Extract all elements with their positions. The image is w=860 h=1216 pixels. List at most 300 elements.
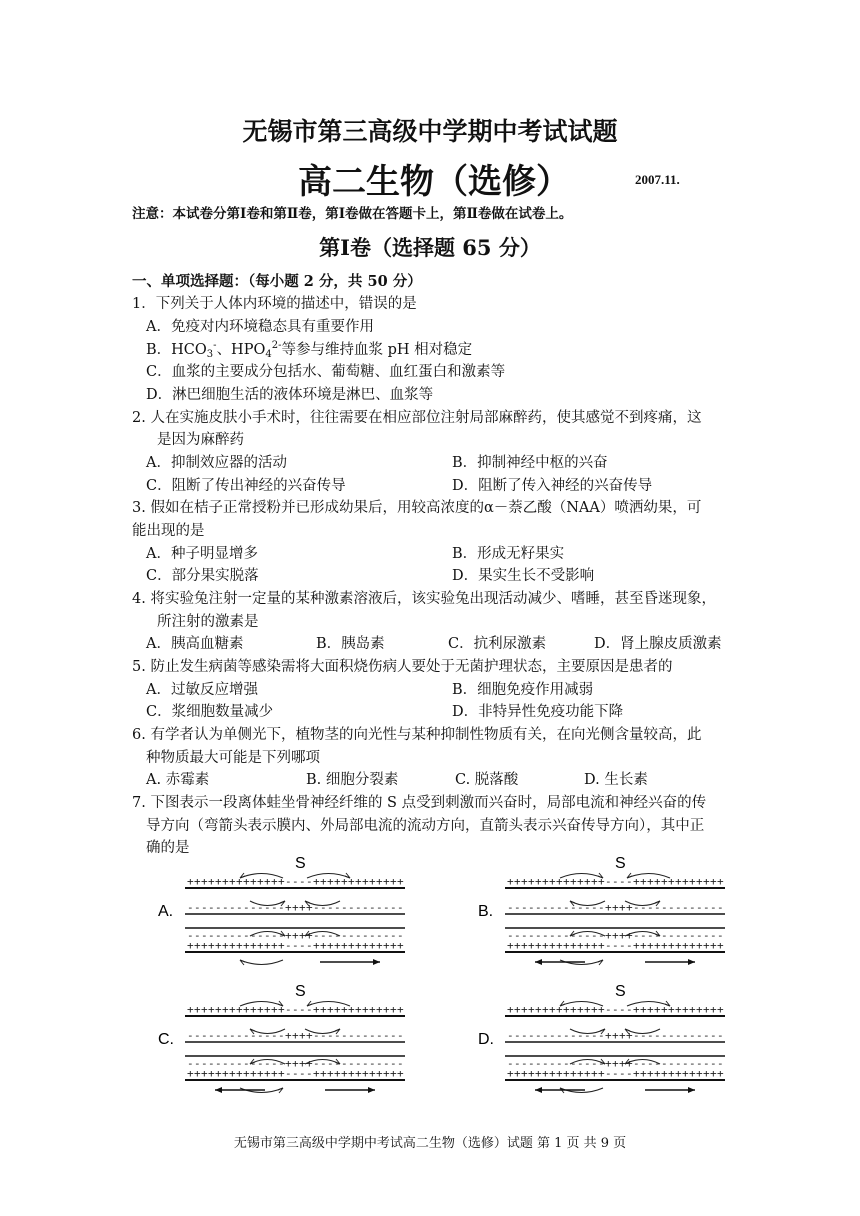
svg-text:+: + — [320, 875, 327, 888]
svg-text:-: - — [390, 929, 397, 942]
svg-text:+: + — [563, 1067, 570, 1080]
svg-text:-: - — [299, 939, 306, 952]
svg-text:-: - — [654, 929, 661, 942]
svg-text:+: + — [376, 1067, 383, 1080]
svg-text:-: - — [383, 929, 390, 942]
section-title: 第Ⅰ卷（选择题 65 分） — [319, 235, 541, 260]
svg-text:+: + — [334, 1003, 341, 1016]
svg-text:-: - — [187, 929, 194, 942]
svg-text:+: + — [264, 939, 271, 952]
svg-text:-: - — [257, 901, 264, 914]
svg-text:-: - — [521, 901, 528, 914]
svg-text:-: - — [654, 1057, 661, 1070]
q4-option-a: A．胰高血糖素 — [146, 636, 244, 652]
svg-text:-: - — [320, 1057, 327, 1070]
svg-text:-: - — [556, 901, 563, 914]
svg-text:+: + — [397, 1003, 404, 1016]
svg-text:+: + — [619, 929, 626, 942]
svg-text:-: - — [668, 901, 675, 914]
svg-text:+: + — [194, 875, 201, 888]
svg-text:+: + — [341, 1003, 348, 1016]
svg-text:+: + — [682, 939, 689, 952]
svg-text:+: + — [591, 1067, 598, 1080]
notice: 注意：本试卷分第Ⅰ卷和第Ⅱ卷，第Ⅰ卷做在答题卡上，第Ⅱ卷做在试卷上。 — [132, 206, 573, 222]
svg-text:-: - — [271, 901, 278, 914]
svg-text:+: + — [605, 901, 612, 914]
q5-option-c: C．浆细胞数量减少 — [146, 704, 274, 720]
svg-text:-: - — [563, 1057, 570, 1070]
svg-text:-: - — [320, 901, 327, 914]
svg-text:+: + — [549, 939, 556, 952]
q5-option-a: A．过敏反应增强 — [146, 682, 258, 698]
svg-text:+: + — [243, 875, 250, 888]
svg-text:+: + — [397, 1067, 404, 1080]
svg-text:-: - — [208, 901, 215, 914]
svg-text:+: + — [696, 939, 703, 952]
svg-text:-: - — [292, 875, 299, 888]
svg-text:-: - — [327, 929, 334, 942]
svg-text:-: - — [577, 901, 584, 914]
svg-text:+: + — [619, 1029, 626, 1042]
svg-text:+: + — [236, 939, 243, 952]
svg-text:+: + — [682, 875, 689, 888]
q6-option-b: B. 细胞分裂素 — [306, 772, 399, 788]
q5-option-b: B．细胞免疫作用减弱 — [452, 682, 594, 698]
svg-text:-: - — [264, 901, 271, 914]
svg-text:+: + — [549, 1067, 556, 1080]
svg-text:-: - — [243, 929, 250, 942]
svg-text:-: - — [397, 929, 404, 942]
svg-text:+: + — [633, 875, 640, 888]
svg-text:-: - — [710, 901, 717, 914]
svg-text:-: - — [208, 929, 215, 942]
svg-text:+: + — [528, 1067, 535, 1080]
svg-text:-: - — [577, 1057, 584, 1070]
svg-text:+: + — [299, 1057, 306, 1070]
svg-text:+: + — [668, 1067, 675, 1080]
svg-text:+: + — [507, 875, 514, 888]
svg-text:+: + — [348, 875, 355, 888]
svg-text:-: - — [334, 901, 341, 914]
svg-text:-: - — [215, 1029, 222, 1042]
svg-text:+: + — [243, 1067, 250, 1080]
svg-text:+: + — [264, 1003, 271, 1016]
svg-text:+: + — [383, 1067, 390, 1080]
svg-text:-: - — [320, 1029, 327, 1042]
svg-text:-: - — [535, 1029, 542, 1042]
svg-text:-: - — [682, 929, 689, 942]
svg-text:-: - — [514, 929, 521, 942]
svg-text:+: + — [369, 1003, 376, 1016]
svg-text:-: - — [257, 929, 264, 942]
svg-text:+: + — [591, 1003, 598, 1016]
svg-text:-: - — [696, 1057, 703, 1070]
svg-text:+: + — [355, 1003, 362, 1016]
svg-text:+: + — [355, 939, 362, 952]
svg-text:-: - — [619, 939, 626, 952]
svg-text:-: - — [348, 901, 355, 914]
svg-text:+: + — [563, 875, 570, 888]
svg-text:-: - — [507, 929, 514, 942]
svg-text:+: + — [668, 1003, 675, 1016]
q4-stem-line1: 4. 将实验兔注射一定量的某种激素溶液后，该实验兔出现活动减少、嗜睡，甚至昏迷现象， — [132, 591, 716, 607]
svg-text:-: - — [654, 901, 661, 914]
svg-text:-: - — [570, 1029, 577, 1042]
svg-text:-: - — [710, 929, 717, 942]
svg-text:+: + — [605, 1057, 612, 1070]
svg-text:-: - — [626, 1003, 633, 1016]
svg-text:+: + — [682, 1067, 689, 1080]
svg-text:-: - — [556, 929, 563, 942]
svg-text:+: + — [264, 875, 271, 888]
svg-text:+: + — [626, 929, 633, 942]
svg-text:-: - — [521, 929, 528, 942]
svg-text:+: + — [390, 875, 397, 888]
svg-text:-: - — [521, 1029, 528, 1042]
svg-text:-: - — [369, 1057, 376, 1070]
svg-text:+: + — [229, 1003, 236, 1016]
svg-text:-: - — [605, 1067, 612, 1080]
svg-text:-: - — [633, 1029, 640, 1042]
svg-text:-: - — [271, 1029, 278, 1042]
svg-text:-: - — [285, 1067, 292, 1080]
svg-text:+: + — [689, 1003, 696, 1016]
svg-text:+: + — [355, 1067, 362, 1080]
svg-text:+: + — [640, 1067, 647, 1080]
svg-text:+: + — [271, 939, 278, 952]
svg-text:-: - — [696, 901, 703, 914]
svg-text:+: + — [250, 939, 257, 952]
svg-text:-: - — [299, 875, 306, 888]
svg-text:+: + — [598, 939, 605, 952]
svg-text:+: + — [612, 1029, 619, 1042]
svg-text:-: - — [285, 939, 292, 952]
svg-text:+: + — [376, 875, 383, 888]
svg-text:-: - — [514, 901, 521, 914]
svg-text:-: - — [542, 1029, 549, 1042]
svg-text:+: + — [390, 939, 397, 952]
svg-text:-: - — [703, 901, 710, 914]
svg-text:-: - — [306, 1067, 313, 1080]
svg-text:+: + — [626, 1029, 633, 1042]
svg-text:+: + — [362, 939, 369, 952]
svg-text:+: + — [542, 1003, 549, 1016]
q4-option-b: B．胰岛素 — [316, 636, 385, 652]
svg-text:-: - — [535, 901, 542, 914]
svg-text:-: - — [528, 901, 535, 914]
q2-option-b: B．抑制神经中枢的兴奋 — [452, 455, 608, 471]
q5-option-d: D．非特异性免疫功能下降 — [452, 704, 624, 720]
q6-option-c: C. 脱落酸 — [455, 772, 519, 788]
svg-text:-: - — [383, 1057, 390, 1070]
svg-text:-: - — [528, 1057, 535, 1070]
svg-text:+: + — [187, 939, 194, 952]
svg-text:-: - — [654, 1029, 661, 1042]
svg-text:+: + — [535, 1003, 542, 1016]
svg-text:-: - — [348, 929, 355, 942]
nerve-diagram-b — [470, 856, 740, 966]
svg-text:+: + — [689, 875, 696, 888]
svg-text:+: + — [278, 1067, 285, 1080]
svg-text:+: + — [334, 875, 341, 888]
q5-stem: 5. 防止发生病菌等感染需将大面积烧伤病人要处于无菌护理状态，主要原因是患者的 — [132, 659, 673, 675]
svg-text:-: - — [257, 1057, 264, 1070]
svg-text:-: - — [278, 1057, 285, 1070]
svg-text:+: + — [626, 1057, 633, 1070]
svg-text:-: - — [187, 1057, 194, 1070]
svg-text:-: - — [647, 1057, 654, 1070]
svg-text:+: + — [390, 1003, 397, 1016]
svg-text:-: - — [514, 1029, 521, 1042]
svg-text:-: - — [341, 929, 348, 942]
svg-text:-: - — [397, 1057, 404, 1070]
svg-text:-: - — [327, 1057, 334, 1070]
svg-text:-: - — [640, 929, 647, 942]
svg-text:-: - — [682, 1057, 689, 1070]
svg-text:+: + — [348, 1067, 355, 1080]
svg-text:-: - — [243, 1057, 250, 1070]
svg-text:-: - — [542, 1057, 549, 1070]
svg-text:+: + — [257, 939, 264, 952]
svg-text:+: + — [549, 875, 556, 888]
svg-text:-: - — [341, 1057, 348, 1070]
svg-text:-: - — [271, 1057, 278, 1070]
svg-text:-: - — [229, 1029, 236, 1042]
svg-text:+: + — [348, 939, 355, 952]
svg-text:-: - — [507, 1029, 514, 1042]
svg-text:+: + — [640, 1003, 647, 1016]
svg-text:+: + — [710, 1003, 717, 1016]
diagram-c-body — [185, 1001, 405, 1093]
svg-text:-: - — [605, 1003, 612, 1016]
svg-text:-: - — [612, 1003, 619, 1016]
svg-text:-: - — [376, 1029, 383, 1042]
svg-text:-: - — [229, 929, 236, 942]
q4-option-c: C．抗利尿激素 — [448, 636, 547, 652]
svg-text:+: + — [612, 1057, 619, 1070]
svg-text:-: - — [703, 1029, 710, 1042]
svg-text:+: + — [584, 875, 591, 888]
svg-text:-: - — [383, 901, 390, 914]
q2-option-d: D．阻断了传入神经的兴奋传导 — [452, 478, 653, 494]
svg-text:-: - — [626, 939, 633, 952]
svg-text:+: + — [397, 939, 404, 952]
svg-text:-: - — [591, 929, 598, 942]
svg-text:+: + — [236, 1003, 243, 1016]
svg-text:-: - — [369, 901, 376, 914]
svg-text:+: + — [299, 929, 306, 942]
svg-text:+: + — [397, 875, 404, 888]
svg-text:-: - — [591, 1029, 598, 1042]
svg-text:-: - — [584, 1029, 591, 1042]
svg-text:-: - — [549, 1057, 556, 1070]
svg-text:+: + — [619, 1057, 626, 1070]
svg-text:-: - — [689, 1057, 696, 1070]
svg-text:+: + — [577, 1003, 584, 1016]
svg-text:-: - — [563, 901, 570, 914]
svg-text:+: + — [334, 1067, 341, 1080]
diagram-a-label: A. — [158, 903, 174, 920]
svg-text:+: + — [250, 1003, 257, 1016]
svg-text:-: - — [535, 929, 542, 942]
svg-text:-: - — [306, 939, 313, 952]
svg-text:-: - — [362, 901, 369, 914]
svg-text:+: + — [647, 939, 654, 952]
svg-text:-: - — [376, 901, 383, 914]
svg-text:-: - — [570, 901, 577, 914]
svg-text:+: + — [285, 1057, 292, 1070]
svg-text:-: - — [278, 901, 285, 914]
svg-text:+: + — [710, 939, 717, 952]
svg-text:-: - — [675, 901, 682, 914]
svg-text:-: - — [563, 1029, 570, 1042]
svg-text:+: + — [598, 1067, 605, 1080]
svg-text:-: - — [222, 929, 229, 942]
svg-text:-: - — [598, 929, 605, 942]
q1-stem: 1．下列关于人体内环境的描述中，错误的是 — [132, 296, 417, 312]
svg-text:+: + — [528, 939, 535, 952]
school-title: 无锡市第三高级中学期中考试试题 — [242, 117, 618, 146]
svg-text:+: + — [376, 1003, 383, 1016]
svg-text:+: + — [675, 875, 682, 888]
svg-text:+: + — [292, 1029, 299, 1042]
svg-text:+: + — [633, 1067, 640, 1080]
svg-text:+: + — [229, 939, 236, 952]
svg-text:-: - — [243, 1029, 250, 1042]
svg-text:+: + — [514, 1067, 521, 1080]
svg-text:+: + — [521, 875, 528, 888]
svg-text:-: - — [243, 901, 250, 914]
svg-text:+: + — [577, 875, 584, 888]
svg-text:+: + — [320, 1067, 327, 1080]
svg-text:-: - — [327, 901, 334, 914]
svg-text:-: - — [633, 929, 640, 942]
svg-text:-: - — [341, 901, 348, 914]
svg-text:-: - — [619, 875, 626, 888]
q1-option-d: D．淋巴细胞生活的液体环境是淋巴、血浆等 — [146, 387, 434, 403]
svg-text:+: + — [542, 875, 549, 888]
svg-text:-: - — [236, 1057, 243, 1070]
svg-text:-: - — [222, 1029, 229, 1042]
svg-text:-: - — [717, 1057, 724, 1070]
svg-text:-: - — [390, 1057, 397, 1070]
svg-text:+: + — [717, 875, 724, 888]
svg-text:+: + — [208, 875, 215, 888]
svg-text:+: + — [250, 875, 257, 888]
svg-text:-: - — [647, 929, 654, 942]
svg-text:-: - — [362, 1029, 369, 1042]
svg-text:+: + — [327, 1067, 334, 1080]
svg-text:-: - — [633, 901, 640, 914]
svg-text:-: - — [257, 1029, 264, 1042]
svg-text:-: - — [703, 1057, 710, 1070]
svg-text:+: + — [215, 1003, 222, 1016]
svg-text:-: - — [619, 1067, 626, 1080]
svg-text:+: + — [222, 875, 229, 888]
svg-text:-: - — [633, 1057, 640, 1070]
svg-text:+: + — [612, 929, 619, 942]
svg-text:+: + — [661, 1003, 668, 1016]
svg-text:-: - — [717, 901, 724, 914]
svg-text:-: - — [703, 929, 710, 942]
svg-text:+: + — [633, 939, 640, 952]
svg-text:-: - — [341, 1029, 348, 1042]
svg-text:-: - — [584, 1057, 591, 1070]
svg-text:-: - — [292, 1067, 299, 1080]
svg-text:-: - — [397, 1029, 404, 1042]
svg-text:+: + — [327, 1003, 334, 1016]
svg-text:-: - — [570, 929, 577, 942]
svg-text:+: + — [605, 929, 612, 942]
q2-option-c: C．阻断了传出神经的兴奋传导 — [146, 478, 346, 494]
svg-text:+: + — [682, 1003, 689, 1016]
svg-text:-: - — [514, 1057, 521, 1070]
svg-text:+: + — [383, 1003, 390, 1016]
svg-text:+: + — [341, 875, 348, 888]
svg-text:+: + — [306, 1057, 313, 1070]
svg-text:+: + — [201, 1003, 208, 1016]
svg-text:+: + — [278, 1003, 285, 1016]
svg-text:-: - — [355, 1029, 362, 1042]
svg-text:-: - — [320, 929, 327, 942]
svg-text:-: - — [201, 901, 208, 914]
svg-text:+: + — [556, 875, 563, 888]
svg-text:-: - — [313, 901, 320, 914]
svg-text:-: - — [528, 929, 535, 942]
svg-text:-: - — [689, 929, 696, 942]
svg-text:-: - — [187, 901, 194, 914]
svg-text:-: - — [507, 1057, 514, 1070]
svg-text:+: + — [556, 1003, 563, 1016]
diagram-d-s: S — [615, 984, 626, 1000]
svg-text:-: - — [556, 1029, 563, 1042]
q1-option-b: B．$HCO_3^-$、$HPO_4^{2-}$等参与维持血浆 pH 相对稳定 — [146, 340, 473, 360]
svg-text:-: - — [369, 1029, 376, 1042]
svg-text:-: - — [549, 901, 556, 914]
svg-text:+: + — [584, 1003, 591, 1016]
svg-text:+: + — [668, 939, 675, 952]
svg-text:+: + — [528, 875, 535, 888]
svg-text:-: - — [591, 901, 598, 914]
svg-text:+: + — [201, 875, 208, 888]
svg-text:-: - — [397, 901, 404, 914]
svg-text:+: + — [703, 939, 710, 952]
svg-text:+: + — [236, 1067, 243, 1080]
svg-text:+: + — [626, 901, 633, 914]
svg-text:+: + — [187, 1003, 194, 1016]
svg-text:-: - — [292, 939, 299, 952]
exam-date: 2007.11. — [635, 172, 680, 187]
svg-text:+: + — [369, 1067, 376, 1080]
svg-text:+: + — [535, 1067, 542, 1080]
svg-text:-: - — [348, 1057, 355, 1070]
svg-text:+: + — [514, 1003, 521, 1016]
q6-stem-line2: 种物质最大可能是下列哪项 — [146, 750, 320, 766]
svg-text:+: + — [257, 875, 264, 888]
svg-text:-: - — [507, 901, 514, 914]
svg-text:-: - — [201, 1029, 208, 1042]
svg-text:-: - — [292, 1003, 299, 1016]
svg-text:-: - — [668, 1057, 675, 1070]
svg-text:-: - — [640, 901, 647, 914]
svg-text:+: + — [243, 1003, 250, 1016]
svg-text:+: + — [577, 939, 584, 952]
svg-text:-: - — [194, 929, 201, 942]
svg-text:-: - — [612, 1067, 619, 1080]
svg-text:+: + — [640, 939, 647, 952]
svg-text:+: + — [201, 939, 208, 952]
svg-text:-: - — [675, 1057, 682, 1070]
